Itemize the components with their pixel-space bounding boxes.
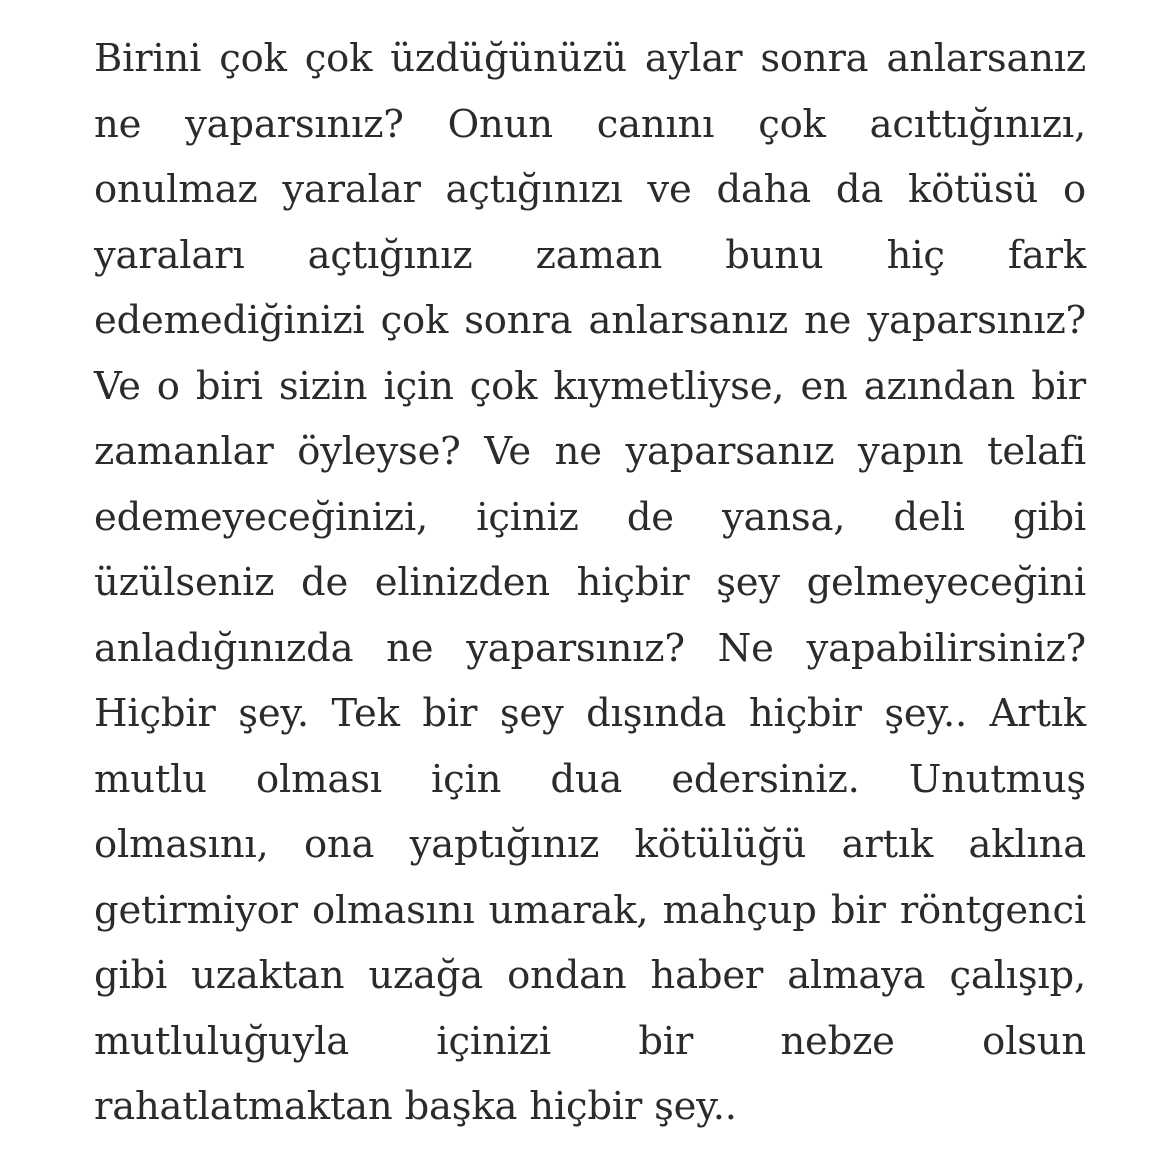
text-line: Ve o biri sizin için çok kıymetliyse, en azından bir	[94, 363, 1086, 409]
text-line: zamanlar öyleyse? Ve ne yaparsanız yapın telafi	[94, 429, 1086, 474]
paragraph	[94, 26, 1086, 1140]
text-line: üzülseniz de elinizden hiçbir şey gelmeyeceğini	[94, 560, 1086, 605]
text-line: onulmaz yaralar açtığınızı ve daha da kötüsü o	[94, 167, 1086, 212]
text-line: mutluluğuyla içinizi bir nebze olsun	[94, 1018, 1086, 1064]
text-line: yaraları açtığınız zaman bunu hiç fark	[94, 232, 1086, 278]
text-line: getirmiyor olmasını umarak, mahçup bir röntgenci	[94, 887, 1086, 933]
text-line: rahatlatmaktan başka hiçbir şey..	[94, 1084, 737, 1129]
text-line: anladığınızda ne yaparsınız? Ne yapabilirsiniz?	[94, 625, 1086, 671]
text-line: edemediğinizi çok sonra anlarsanız ne yaparsınız?	[94, 298, 1086, 343]
text-line: edemeyeceğinizi, içiniz de yansa, deli gibi	[94, 494, 1086, 540]
text-line: olmasını, ona yaptığınız kötülüğü artık aklına	[94, 822, 1086, 867]
text-line: Birini çok çok üzdüğünüzü aylar sonra anlarsanız	[94, 36, 1086, 81]
text-line: ne yaparsınız? Onun canını çok acıttığınızı,	[94, 101, 1086, 147]
text-line: mutlu olması için dua edersiniz. Unutmuş	[94, 756, 1086, 802]
text-line: gibi uzaktan uzağa ondan haber almaya çalışıp,	[94, 953, 1086, 998]
text-line: Hiçbir şey. Tek bir şey dışında hiçbir şey.. Artık	[94, 691, 1086, 736]
